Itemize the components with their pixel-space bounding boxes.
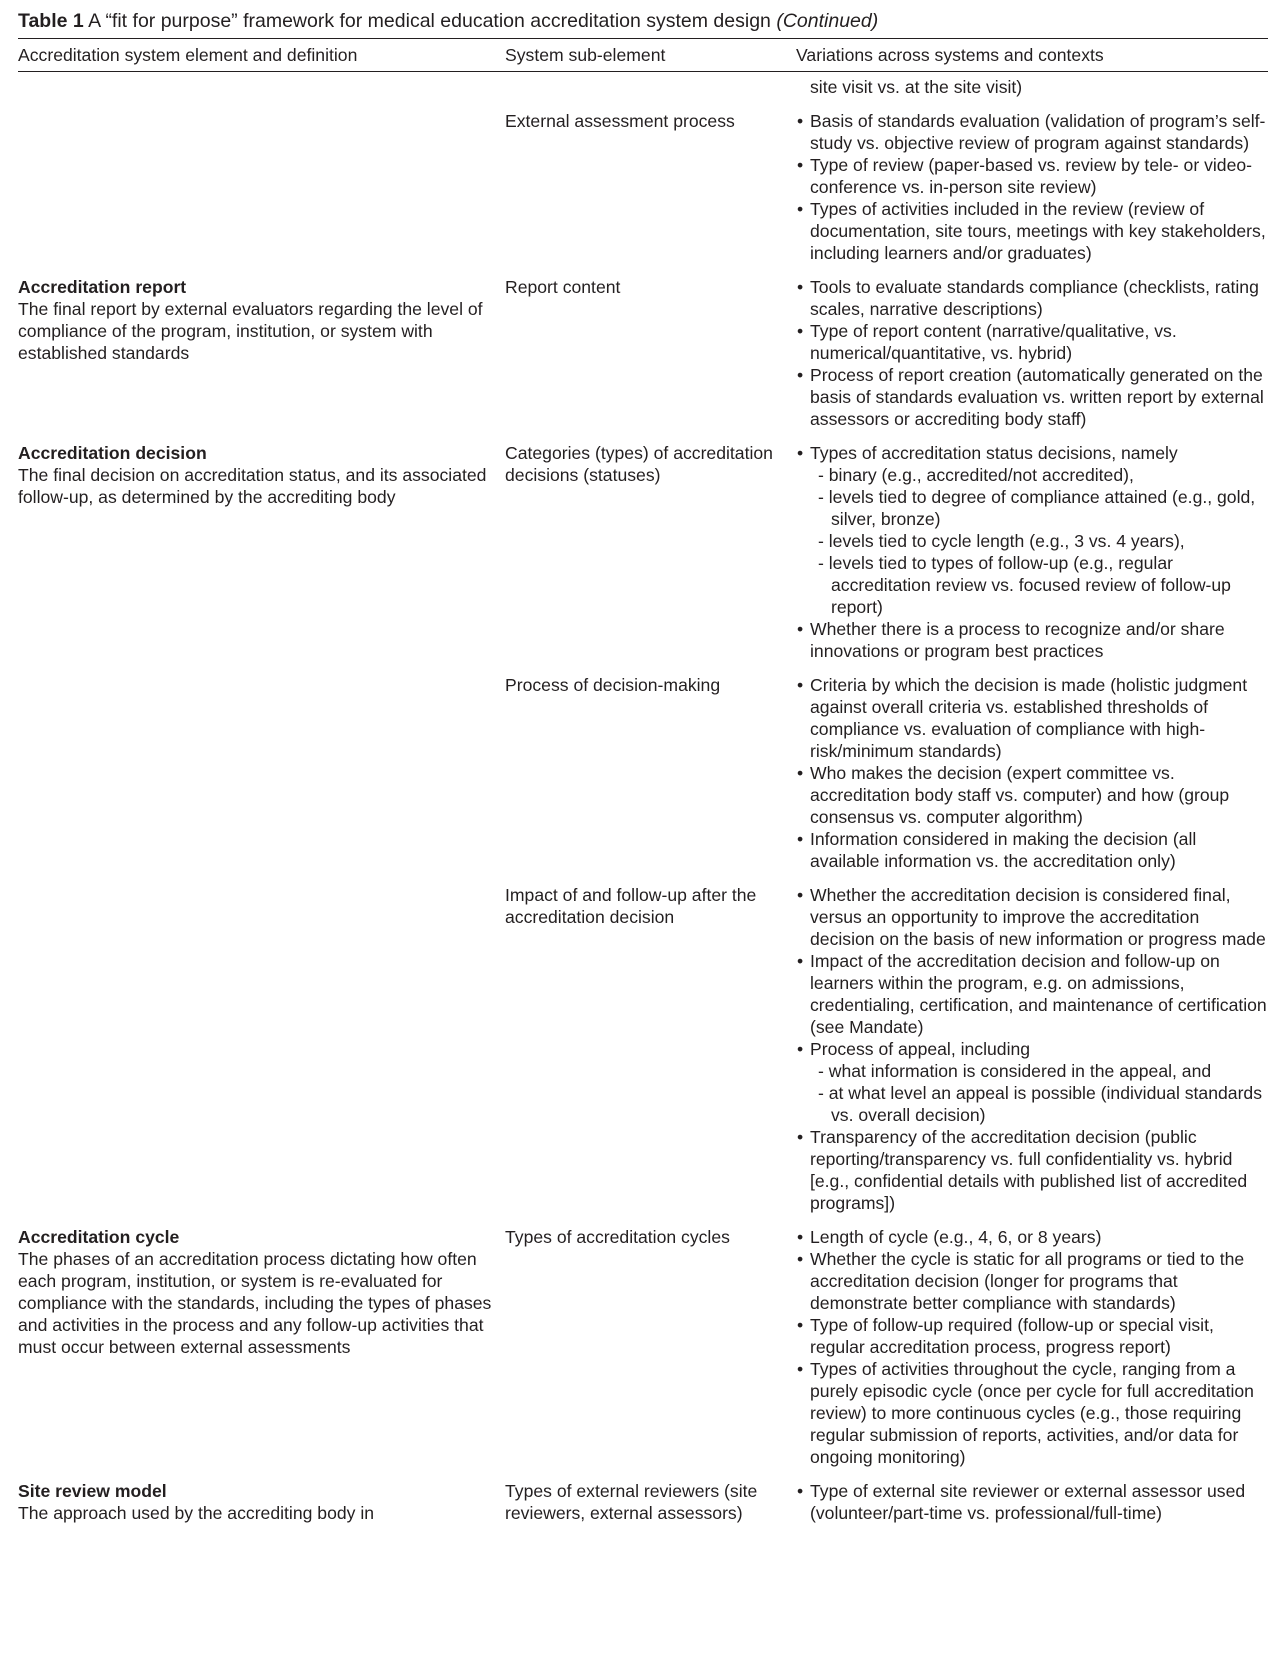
- variation-item: • Criteria by which the decision is made (holistic judgment against overall criteria vs. established thresholds of compliance vs. evaluation of compliance with high-risk/minimum standards): [796, 674, 1268, 762]
- sub-element-row: [505, 1226, 1268, 1468]
- variations-list: [796, 276, 1268, 430]
- variation-subitem: - binary (e.g., accredited/not accredited),: [818, 465, 1134, 485]
- variations-cell: [796, 276, 1268, 430]
- element-cell: [18, 442, 505, 1214]
- variation-item: • Type of report content (narrative/qualitative, vs. numerical/quantitative, vs. hybrid): [796, 320, 1268, 364]
- sub-element-group: [505, 1480, 1268, 1524]
- variation-item: • Types of activities included in the review (review of documentation, site tours, meetings with key stakeholders, including learners and/or graduates): [796, 198, 1268, 264]
- element-cell: [18, 110, 505, 264]
- variations-cell: [796, 1480, 1268, 1524]
- element-name: Site review model: [18, 1481, 167, 1501]
- table-row: [18, 110, 1268, 264]
- variation-item: • Whether the accreditation decision is considered final, versus an opportunity to improve the accreditation decision on the basis of new information or progress made: [796, 884, 1268, 950]
- table-caption: [18, 6, 1268, 36]
- variations-list: [796, 884, 1268, 1214]
- variations-cell: [796, 442, 1268, 662]
- variations-cell: [796, 1226, 1268, 1468]
- variations-cell: [796, 674, 1268, 872]
- variation-item: [796, 442, 1268, 618]
- sub-element-row: [505, 110, 1268, 264]
- sub-element-group: [505, 276, 1268, 430]
- table-body: [18, 110, 1268, 1524]
- element-cell: [18, 1480, 505, 1524]
- variations-list: [796, 110, 1268, 264]
- element-definition: The final decision on accreditation status, and its associated follow-up, as determined by the accrediting body: [18, 465, 487, 507]
- element-cell: [18, 276, 505, 430]
- sub-element-row: [505, 276, 1268, 430]
- sub-element-name: Report content: [505, 277, 621, 297]
- table-row-continuation: [18, 76, 1268, 98]
- sub-element-group: [505, 110, 1268, 264]
- variations-list: [796, 1480, 1268, 1524]
- element-definition: The approach used by the accrediting body in: [18, 1503, 375, 1523]
- column-header-sub-element: System sub-element: [505, 45, 666, 65]
- table-row: [18, 276, 1268, 430]
- variation-item: • Type of review (paper-based vs. review by tele- or video-conference vs. in-person site review): [796, 154, 1268, 198]
- sub-element-row: [505, 1480, 1268, 1524]
- sub-element-name: Types of external reviewers (site reviewers, external assessors): [505, 1481, 758, 1523]
- sub-element-name: Process of decision-making: [505, 675, 721, 695]
- variation-item: • Tools to evaluate standards compliance (checklists, rating scales, narrative descriptions): [796, 276, 1268, 320]
- sub-element-group: [505, 1226, 1268, 1468]
- element-name: Accreditation decision: [18, 443, 207, 463]
- variation-item: • Basis of standards evaluation (validation of program’s self-study vs. objective review of program against standards): [796, 110, 1268, 154]
- variation-subitem: - levels tied to degree of compliance attained (e.g., gold, silver, bronze): [818, 487, 1256, 529]
- table-caption-label: Table 1: [18, 10, 84, 32]
- variations-cell: [796, 110, 1268, 264]
- element-definition: The final report by external evaluators regarding the level of compliance of the program, institution, or system with established standards: [18, 299, 483, 363]
- variation-item: • Information considered in making the decision (all available information vs. the accreditation only): [796, 828, 1268, 872]
- variations-list: [796, 1226, 1268, 1468]
- variation-subitem: - at what level an appeal is possible (individual standards vs. overall decision): [818, 1083, 1263, 1125]
- continuation-text: site visit vs. at the site visit): [810, 77, 1023, 97]
- table-row: [18, 1226, 1268, 1468]
- variation-subitem: - levels tied to cycle length (e.g., 3 vs. 4 years),: [818, 531, 1185, 551]
- element-definition: The phases of an accreditation process dictating how often each program, institution, or system is re-evaluated for compliance with the standards, including the types of phases and activities in the process and any follow-up activities that must occur between external assessments: [18, 1249, 492, 1357]
- variation-text: • Process of appeal, including: [810, 1039, 1031, 1059]
- variation-item: • Transparency of the accreditation decision (public reporting/transparency vs. full confidentiality vs. hybrid [e.g., confidential details with published list of accredited programs]): [796, 1126, 1268, 1214]
- sub-element-name: External assessment process: [505, 111, 735, 131]
- table-page: [18, 6, 1268, 1524]
- variation-text: • Types of accreditation status decisions, namely: [810, 443, 1178, 463]
- table-row: [18, 1480, 1268, 1524]
- table-caption-text: A “fit for purpose” framework for medical education accreditation system design: [88, 10, 771, 32]
- variations-list: [796, 674, 1268, 872]
- element-name: Accreditation cycle: [18, 1227, 180, 1247]
- element-cell: [18, 1226, 505, 1468]
- variations-list: [796, 442, 1268, 662]
- variation-item: • Impact of the accreditation decision and follow-up on learners within the program, e.g. on admissions, credentialing, certification, and maintenance of certification (see Mandate): [796, 950, 1268, 1038]
- variation-sublist: [810, 1060, 1268, 1126]
- table-header-row: [18, 39, 1268, 71]
- element-name: Accreditation report: [18, 277, 187, 297]
- sub-element-name: Types of accreditation cycles: [505, 1227, 730, 1247]
- table-caption-continued: (Continued): [776, 10, 879, 32]
- sub-element-row: [505, 884, 1268, 1214]
- variation-item: • Whether there is a process to recognize and/or share innovations or program best practices: [796, 618, 1268, 662]
- variation-subitem: - what information is considered in the appeal, and: [818, 1061, 1212, 1081]
- column-header-element: Accreditation system element and definition: [18, 45, 358, 65]
- variation-subitem: - levels tied to types of follow-up (e.g., regular accreditation review vs. focused review of follow-up report): [818, 553, 1231, 617]
- variation-item: • Type of external site reviewer or external assessor used (volunteer/part-time vs. professional/full-time): [796, 1480, 1268, 1524]
- table-header-rule: [18, 71, 1268, 72]
- variation-item: • Process of report creation (automatically generated on the basis of standards evaluation vs. written report by external assessors or accrediting body staff): [796, 364, 1268, 430]
- column-header-variations: Variations across systems and contexts: [796, 45, 1104, 65]
- sub-element-name: Categories (types) of accreditation decisions (statuses): [505, 443, 773, 485]
- variation-item: [796, 1038, 1268, 1126]
- sub-element-row: [505, 674, 1268, 872]
- sub-element-group: [505, 442, 1268, 1214]
- table-row: [18, 442, 1268, 1214]
- sub-element-name: Impact of and follow-up after the accreditation decision: [505, 885, 757, 927]
- variation-item: • Type of follow-up required (follow-up or special visit, regular accreditation process, progress report): [796, 1314, 1268, 1358]
- variation-sublist: [810, 464, 1268, 618]
- variation-item: • Whether the cycle is static for all programs or tied to the accreditation decision (longer for programs that demonstrate better compliance with standards): [796, 1248, 1268, 1314]
- sub-element-row: [505, 442, 1268, 662]
- variation-item: • Who makes the decision (expert committee vs. accreditation body staff vs. computer) and how (group consensus vs. computer algorithm): [796, 762, 1268, 828]
- variations-cell: [796, 884, 1268, 1214]
- variation-item: • Length of cycle (e.g., 4, 6, or 8 years): [796, 1226, 1268, 1248]
- variation-item: • Types of activities throughout the cycle, ranging from a purely episodic cycle (once per cycle for full accreditation review) to more continuous cycles (e.g., those requiring regular submission of reports, activities, and/or data for ongoing monitoring): [796, 1358, 1268, 1468]
